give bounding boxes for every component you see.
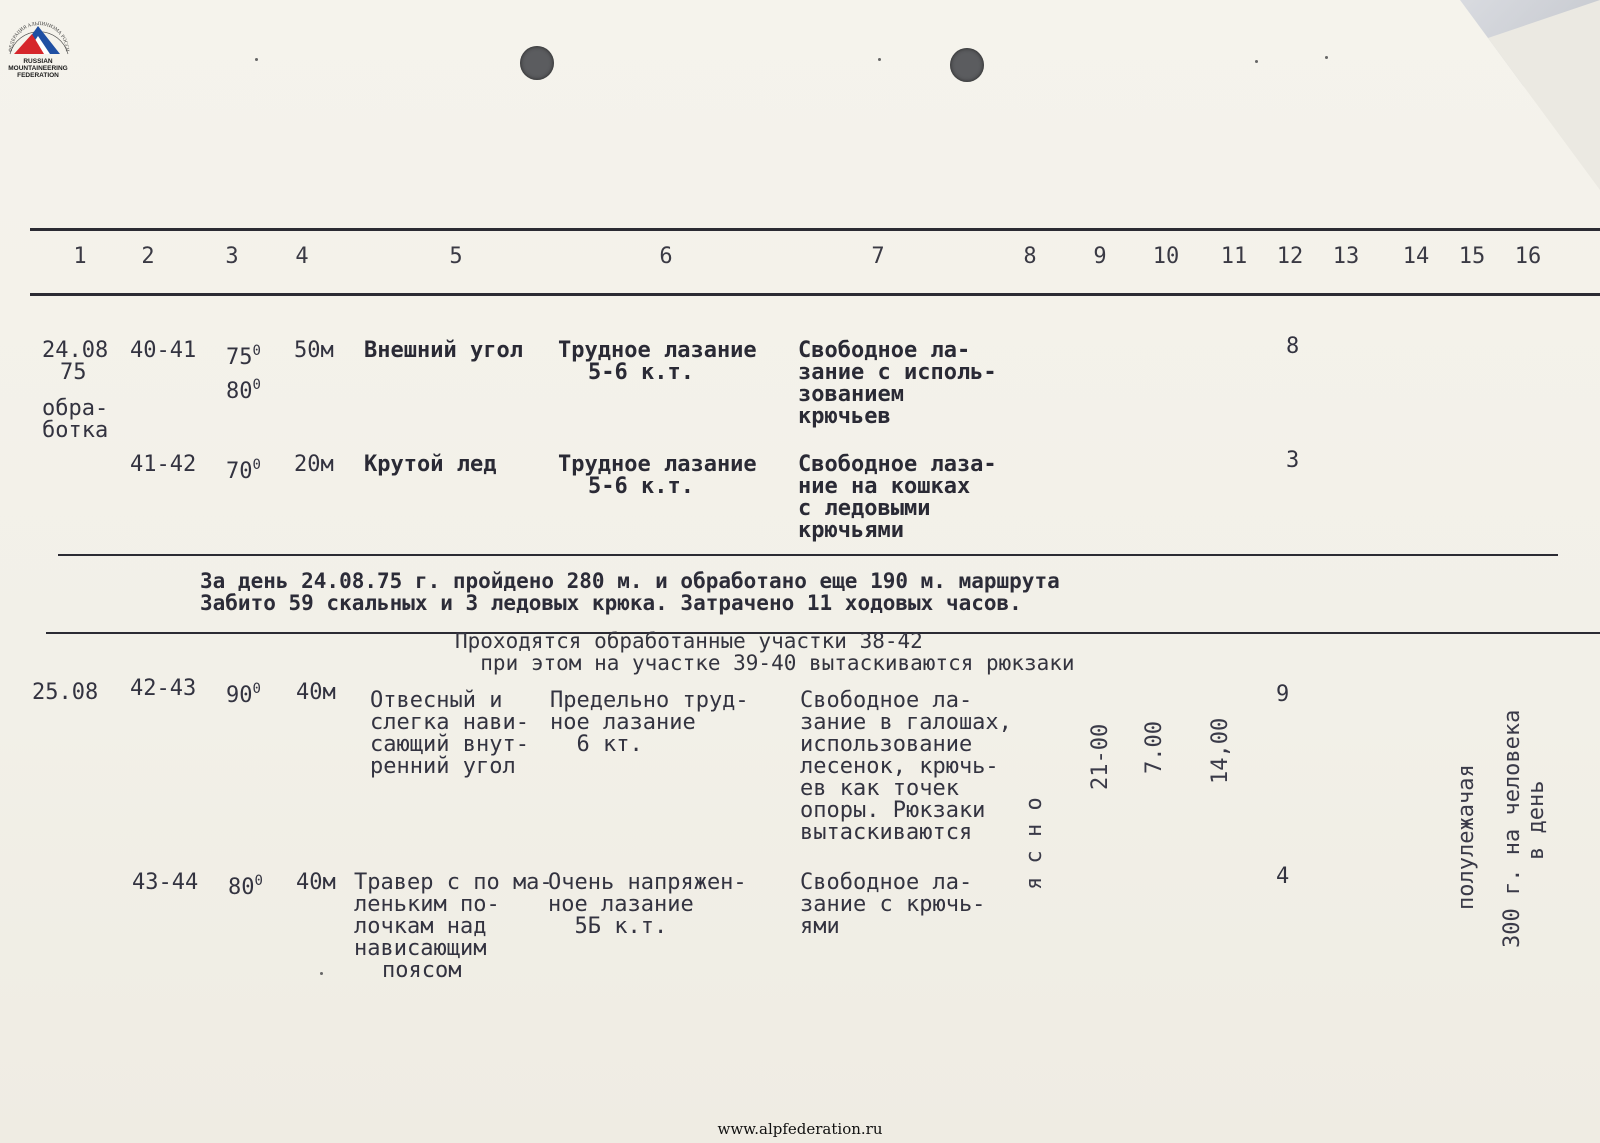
col-header-4: 4 xyxy=(295,244,309,269)
col-header-15: 15 xyxy=(1458,244,1486,269)
punch-hole-left xyxy=(520,46,554,80)
r3-method-1: Свободное ла- xyxy=(800,688,973,713)
r3-length: 40м xyxy=(296,680,336,705)
r2-angle: $70^0$ xyxy=(226,457,261,484)
speck xyxy=(1255,60,1258,63)
r4-length: 40м xyxy=(296,870,336,895)
r4-relief-5: поясом xyxy=(382,958,462,983)
r3-time-end: 14,00 xyxy=(1208,717,1233,784)
logo-line-1: RUSSIAN xyxy=(23,58,53,65)
r2-length: 20м xyxy=(294,452,334,477)
r3-method-5: ев как точек xyxy=(800,776,959,801)
r2-difficulty-1: Трудное лазание xyxy=(558,452,757,477)
r4-section: 43-44 xyxy=(132,870,199,895)
r3-method-4: лесенок, крючь- xyxy=(800,754,999,779)
header-top-rule xyxy=(30,228,1600,231)
r1-col12: 8 xyxy=(1286,334,1300,359)
r1-method-4: крючьев xyxy=(798,404,891,429)
r2-method-3: с ледовыми xyxy=(798,496,931,521)
r4-col12: 4 xyxy=(1276,864,1290,889)
r3-food-1: 300 г. на человека xyxy=(1500,709,1525,948)
r1-method-1: Свободное ла- xyxy=(798,338,971,363)
r3-date: 25.08 xyxy=(32,680,99,705)
r1-relief: Внешний угол xyxy=(364,338,523,363)
r4-relief-1: Травер с по ма- xyxy=(354,870,553,895)
r4-difficulty-2: ное лазание xyxy=(548,892,694,917)
r3-angle: $90^0$ xyxy=(226,681,261,708)
col-header-14: 14 xyxy=(1402,244,1430,269)
speck xyxy=(255,58,258,61)
r3-difficulty-1: Предельно труд- xyxy=(550,688,749,713)
r3-food-2: в день xyxy=(1524,780,1549,860)
logo-line-2: MOUNTAINEERING xyxy=(8,65,68,72)
col-header-12: 12 xyxy=(1276,244,1304,269)
col-header-11: 11 xyxy=(1220,244,1248,269)
r4-relief-4: нависающим xyxy=(354,936,487,961)
r1-note-2: ботка xyxy=(42,418,109,443)
r1-section: 40-41 xyxy=(130,338,197,363)
r2-method-1: Свободное лаза- xyxy=(798,452,997,477)
r4-difficulty-3: 5Б к.т. xyxy=(548,914,668,939)
r1-method-3: зованием xyxy=(798,382,904,407)
r3-difficulty-2: ное лазание xyxy=(550,710,696,735)
col-header-6: 6 xyxy=(659,244,673,269)
r1-angle-a: $75^0$ xyxy=(226,343,261,370)
col-header-7: 7 xyxy=(871,244,885,269)
note-line-1: Проходятся обработанные участки 38-42 xyxy=(455,629,923,653)
col-header-2: 2 xyxy=(141,244,155,269)
r4-difficulty-1: Очень напряжен- xyxy=(548,870,747,895)
r4-method-1: Свободное ла- xyxy=(800,870,973,895)
r3-method-7: вытаскиваются xyxy=(800,820,973,845)
note-line-2: при этом на участке 39-40 вытаскиваются рюкзаки xyxy=(455,651,1075,675)
r3-method-2: зание в галошах, xyxy=(800,710,1012,735)
r1-method-2: зание с исполь- xyxy=(798,360,997,385)
speck xyxy=(878,58,881,61)
mountain-logo-icon xyxy=(4,14,74,58)
r1-date: 24.08 xyxy=(42,338,109,363)
logo-line-3: FEDERATION xyxy=(17,72,59,79)
r1-difficulty-2: 5-6 к.т. xyxy=(588,360,694,385)
summary-line-2: Забито 59 скальных и 3 ледовых крюка. Затрачено 11 ходовых часов. xyxy=(200,591,1022,615)
r3-method-6: опоры. Рюкзаки xyxy=(800,798,986,823)
r4-method-3: ями xyxy=(800,914,840,939)
day-summary xyxy=(200,570,1060,614)
r1-note-1: обра- xyxy=(42,396,109,421)
col-header-3: 3 xyxy=(225,244,239,269)
r3-relief-4: ренний угол xyxy=(370,754,516,779)
r3-time-duration: 7.00 xyxy=(1142,721,1167,774)
federation-logo xyxy=(0,14,78,84)
r2-col12: 3 xyxy=(1286,448,1300,473)
col-header-1: 1 xyxy=(73,244,87,269)
col-header-5: 5 xyxy=(449,244,463,269)
r3-col12: 9 xyxy=(1276,682,1290,707)
header-bottom-rule xyxy=(30,293,1600,296)
r3-section: 42-43 xyxy=(130,676,197,701)
r1-difficulty-1: Трудное лазание xyxy=(558,338,757,363)
r2-section: 41-42 xyxy=(130,452,197,477)
r4-angle: $80^0$ xyxy=(228,873,263,900)
r2-method-2: ние на кошках xyxy=(798,474,971,499)
punch-hole-right xyxy=(950,48,984,82)
svg-text:ФЕДЕРАЦИЯ АЛЬПИНИЗМА РОССИИ: ФЕДЕРАЦИЯ АЛЬПИНИЗМА РОССИ xyxy=(8,21,70,53)
r4-method-2: зание с крючь- xyxy=(800,892,986,917)
col-header-13: 13 xyxy=(1332,244,1360,269)
col-header-9: 9 xyxy=(1093,244,1107,269)
r3-relief-1: Отвесный и xyxy=(370,688,503,713)
speck xyxy=(1325,56,1328,59)
r4-relief-3: лочкам над xyxy=(354,914,487,939)
r3-rest-note: полулежачая xyxy=(1454,764,1479,910)
r1-angle-b: $80^0$ xyxy=(226,377,261,404)
r3-time-start: 21-00 xyxy=(1088,723,1113,790)
col-header-16: 16 xyxy=(1514,244,1542,269)
r3-relief-3: сающий внут- xyxy=(370,732,529,757)
summary-line-1: За день 24.08.75 г. пройдено 280 м. и обработано еще 190 м. маршрута xyxy=(200,569,1060,593)
section-note xyxy=(455,630,1075,674)
r3-relief-2: слегка нави- xyxy=(370,710,529,735)
r4-relief-2: леньким по- xyxy=(354,892,500,917)
r2-relief: Крутой лед xyxy=(364,452,497,477)
r3-difficulty-3: 6 кт. xyxy=(550,732,643,757)
r1-year: 75 xyxy=(60,360,87,385)
col-header-8: 8 xyxy=(1023,244,1037,269)
speck xyxy=(320,972,323,975)
r3-weather: я с н о xyxy=(1022,797,1047,890)
footer-url[interactable]: www.alpfederation.ru xyxy=(717,1120,883,1138)
col-header-10: 10 xyxy=(1152,244,1180,269)
r2-difficulty-2: 5-6 к.т. xyxy=(588,474,694,499)
r2-method-4: крючьями xyxy=(798,518,904,543)
r1-length: 50м xyxy=(294,338,334,363)
summary-top-rule xyxy=(58,554,1558,556)
r3-method-3: использование xyxy=(800,732,973,757)
